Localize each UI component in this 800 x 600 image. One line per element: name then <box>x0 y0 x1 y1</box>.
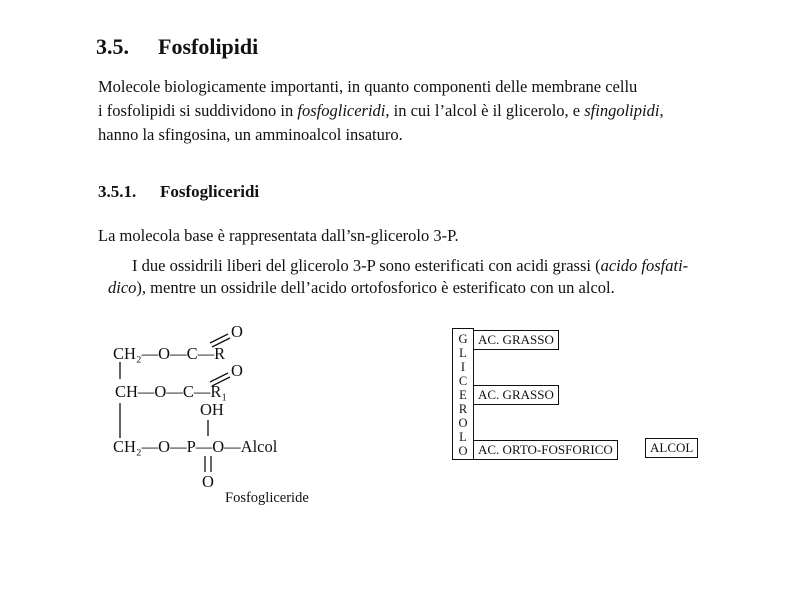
glycerol-letter: L <box>459 430 467 444</box>
intro-line-2-a: i fosfolipidi si suddividono in <box>98 101 298 120</box>
phosphoric-acid-box: AC. ORTO-FOSFORICO <box>473 440 618 460</box>
term-sfingolipidi: sfingolipidi <box>584 101 660 120</box>
atom-oh: OH <box>200 400 224 419</box>
intro-line-2-c: , in cui l’alcol è il glicerolo, e <box>385 101 585 120</box>
fatty-acid-box-1: AC. GRASSO <box>473 330 559 350</box>
formula-row-1: CH₂—O—C—R <box>113 344 226 363</box>
intro-line-1: Molecole biologicamente importanti, in quanto componenti delle membrane cellu <box>98 77 638 96</box>
glycerol-letter: R <box>458 402 468 416</box>
body-line-2-a: I due ossidrili liberi del glicerolo 3-P sono esterificati con acidi grassi ( <box>132 256 601 275</box>
formula-row-2: CH—O—C—R₁ <box>115 382 228 401</box>
atom-o-top: O <box>231 322 243 341</box>
atom-o-bottom: O <box>202 472 214 491</box>
intro-line-3: hanno la sfingosina, un amminoalcol insaturo. <box>98 125 403 144</box>
atom-o-mid: O <box>231 361 243 380</box>
intro-line-2-e: , <box>659 101 664 120</box>
glycerol-letter: O <box>458 444 468 458</box>
term-fosfogliceridi: fosfogliceridi <box>297 101 386 120</box>
bond-carbonyl-mid-1 <box>210 373 228 382</box>
fatty-acid-box-2: AC. GRASSO <box>473 385 559 405</box>
formula-caption: Fosfogliceride <box>225 490 309 506</box>
glycerol-box <box>452 328 474 460</box>
body-line-1: La molecola base è rappresentata dall’sn-glicerolo 3-P. <box>98 226 459 245</box>
term-acido-fosfatidico: acido fosfati- <box>600 256 689 275</box>
subsection-number: 3.5.1. <box>98 182 137 201</box>
glycerol-letter: G <box>458 332 468 346</box>
subsection-title: Fosfogliceridi <box>160 182 260 201</box>
bond-carbonyl-top-1 <box>210 334 228 343</box>
glycerol-letter: C <box>458 374 468 388</box>
alcohol-box: ALCOL <box>645 438 698 458</box>
glycerol-letter: I <box>460 360 466 374</box>
term-dico: dico <box>108 278 137 297</box>
glycerol-letter: L <box>459 346 467 360</box>
glycerol-letter: E <box>459 388 467 402</box>
section-number: 3.5. <box>96 34 129 59</box>
section-title: Fosfolipidi <box>158 34 259 59</box>
body-line-3-b: ), mentre un ossidrile dell’acido ortofosforico è esterificato con un alcol. <box>136 278 615 297</box>
formula-row-3: CH₂—O—P—O—Alcol <box>113 437 278 456</box>
glycerol-letter: O <box>458 416 468 430</box>
